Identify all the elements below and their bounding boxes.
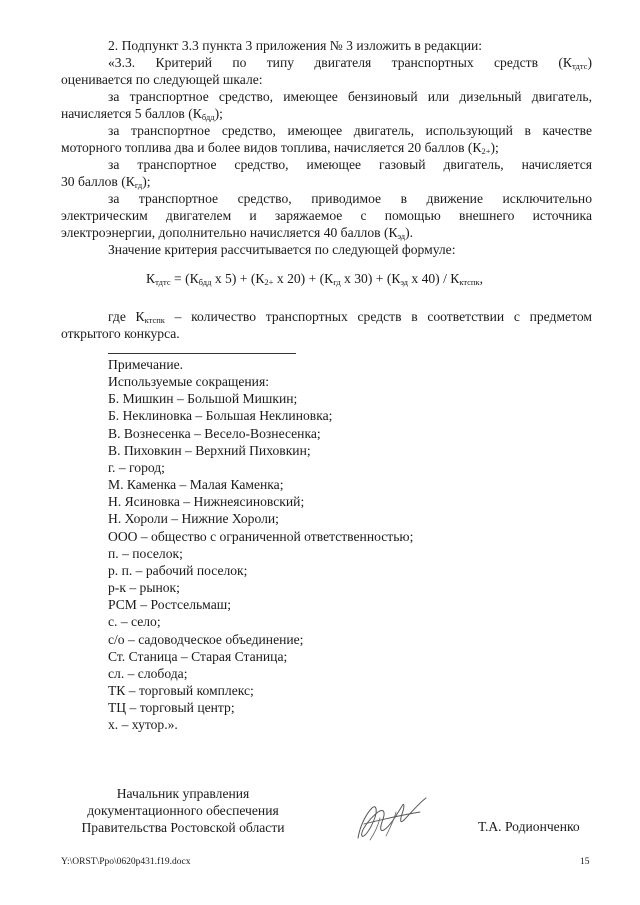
abbreviation-item: с/о – садоводческое объединение;	[108, 631, 304, 647]
abbreviation-item: п. – поселок;	[108, 545, 183, 561]
abbreviation-item: Н. Ясиновка – Нижнеясиновский;	[108, 494, 305, 510]
abbreviation-item: ТК – торговый комплекс;	[108, 682, 254, 698]
paragraph-amendment: 2. Подпункт 3.3 пункта 3 приложения № 3 изложить в редакции:	[108, 38, 483, 53]
abbreviation-item: с. – село;	[108, 614, 161, 630]
position-line3: Правительства Ростовской области	[81, 820, 285, 835]
abbreviation-item: сл. – слобода;	[108, 665, 188, 681]
notes-block	[108, 356, 413, 733]
where-line2: открытого конкурса.	[61, 326, 180, 341]
handwritten-signature	[350, 790, 440, 850]
signatory-name: Т.А. Родионченко	[478, 819, 580, 834]
page-number: 15	[580, 857, 590, 867]
abbreviation-item: В. Пиховкин – Верхний Пиховкин;	[108, 442, 311, 458]
item-multifuel-line2: моторного топлива два и более видов топлива, начисляется 20 баллов $(К_{2+})$;	[61, 140, 499, 156]
abbreviation-item: ООО – общество с ограниченной ответственностью;	[108, 528, 414, 544]
item-multifuel-line1: за транспортное средство, имеющее двигатель, использующий в качестве	[108, 123, 592, 138]
position-line2: документационного обеспечения	[87, 803, 279, 818]
abbreviation-item: М. Каменка – Малая Каменка;	[108, 477, 284, 493]
paragraph-criterion-line1: «3.3. Критерий по типу двигателя транспортных средств $(К_{тдтс})$	[108, 55, 592, 71]
abbreviation-item: Ст. Станица – Старая Станица;	[108, 648, 288, 664]
position-line1: Начальник управления	[116, 786, 250, 801]
footnote-divider	[108, 353, 296, 354]
item-gas-line2: 30 баллов $(К_{гд})$;	[61, 174, 151, 190]
abbreviation-item: Б. Неклиновка – Большая Неклиновка;	[108, 408, 333, 424]
where-line1: где $К_{ктспк}$ – количество транспортных средств в соответствии с предметом	[108, 309, 592, 325]
abbreviation-item: р. п. – рабочий поселок;	[108, 562, 248, 578]
formula: $К_{тдтс} = (К_{бдд}$ х $5) + (К_{2+}$ х $20) + (К_{гд}$ х $30) + (К_{эд}$ х $40) / К_{ктспк}$,	[146, 271, 484, 287]
where-text	[61, 308, 592, 342]
abbreviation-item: р-к – рынок;	[108, 580, 180, 596]
footer-file-path: Y:\ORST\Ppo\0620p431.f19.docx	[61, 857, 191, 867]
signatory-position	[64, 785, 302, 836]
abbreviation-item: ТЦ – торговый центр;	[108, 700, 235, 716]
notes-heading: Примечание.	[108, 357, 184, 372]
item-electric-line1: за транспортное средство, приводимое в движение исключительно	[108, 191, 592, 206]
item-petrol-line1: за транспортное средство, имеющее бензиновый или дизельный двигатель,	[108, 89, 592, 104]
formula-intro: Значение критерия рассчитывается по следующей формуле:	[108, 242, 456, 257]
notes-subheading: Используемые сокращения:	[108, 374, 269, 390]
item-electric-line2: электрическим двигателем и заряжаемое с помощью внешнего источника	[61, 208, 592, 223]
abbreviation-item: х. – хутор.».	[108, 717, 178, 733]
abbreviation-list	[108, 390, 413, 733]
item-petrol-line2: начисляется 5 баллов $(К_{бдд})$;	[61, 106, 223, 122]
paragraph-criterion-line2: оценивается по следующей шкале:	[61, 72, 263, 87]
abbreviation-item: г. – город;	[108, 459, 165, 475]
abbreviation-item: В. Вознесенка – Весело-Вознесенка;	[108, 425, 321, 441]
abbreviation-item: РСМ – Ростсельмаш;	[108, 597, 231, 613]
main-text	[61, 37, 592, 258]
item-electric-line3: электроэнергии, дополнительно начисляется 40 баллов $(К_{эд})$.	[61, 225, 414, 241]
item-gas-line1: за транспортное средство, имеющее газовый двигатель, начисляется	[108, 157, 592, 172]
abbreviation-item: Н. Хороли – Нижние Хороли;	[108, 511, 279, 527]
abbreviation-item: Б. Мишкин – Большой Мишкин;	[108, 391, 298, 407]
